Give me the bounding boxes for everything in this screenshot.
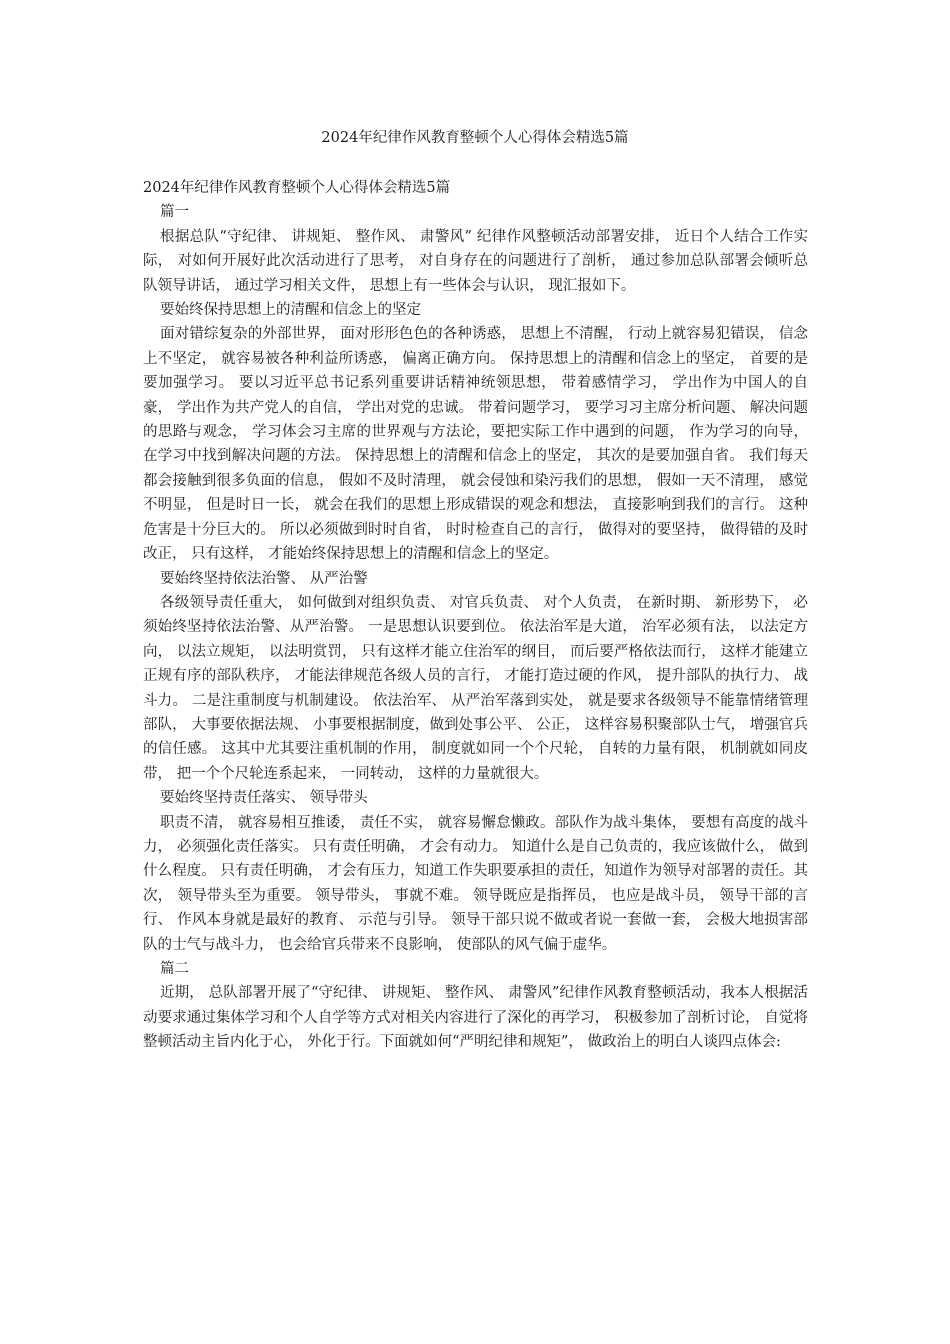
paragraph: 近期， 总队部署开展了“守纪律、 讲规矩、 整作风、 肃警风”纪律作风教育整顿活动，我本人根据活动要求通过集体学习和个人自学等方式对相关内容进行了深化的再学习， 积极参加了剖析讨论， 自觉将整顿活动主旨内化于心， 外化于行。下面就如何“严明纪律和规矩”， 做政治上的明白人谈四点体会: [143,985,808,1051]
paragraph: 各级领导责任重大， 如何做到对组织负责、 对官兵负责、 对个人负责， 在新时期、 新形势下， 必须始终坚持依法治警、从严治警。 一是思想认识要到位。 依法治军是大道， 治军必须有法， 以法定方向， 以法立规矩， 以法明赏罚， 只有这样才能立住治军的纲目， 而后要严格依法而行， 这样才能建立正规有序的部队秩序， 才能法律规范各级人员的言行， 才能打造过硬的作风， 提升部队的执行力、 战斗力。 二是注重制度与机制建设。 依法治军、 从严治军落到实处， 就是要求各级领导不能靠情绪管理部队， 大事要依据法规、 小事要根据制度，做到处事公平、 公正， 这样容易积聚部队士气， 增强官兵的信任感。 这其中尤其要注重机制的作用， 制度就如同一个个尺轮， 自转的力量有限， 机制就如同皮带， 把一个个尺轮连系起来， 一同转动， 这样的力量就很大。 [143,594,808,782]
paragraph: 职责不清， 就容易相互推诿， 责任不实， 就容易懈怠懒政。部队作为战斗集体， 要想有高度的战斗力， 必须强化责任落实。 只有责任明确， 才会有动力。 知道什么是自己负责的，我应该做什么， 做到什么程度。 只有责任明确， 才会有压力，知道工作失职要承担的责任，知道作为领导对部署的责任。其次， 领导带头至为重要。 领导带头， 事就不难。 领导既应是指挥员， 也应是战斗员， 领导干部的言行、 作风本身就是最好的教育、 示范与引导。 领导干部只说不做或者说一套做一套， 会极大地损害部队的士气与战斗力， 也会给官兵带来不良影响， 使部队的风气偏于虚华。 [143,814,808,953]
section-heading: 要始终坚持责任落实、 领导带头 [160,790,368,807]
section-heading: 要始终保持思想上的清醒和信念上的坚定 [160,302,421,319]
paragraph: 面对错综复杂的外部世界， 面对形形色色的各种诱惑， 思想上不清醒， 行动上就容易犯错误， 信念上不坚定， 就容易被各种利益所诱惑， 偏离正确方向。 保持思想上的清醒和信念上的坚定， 首要的是要加强学习。 要以习近平总书记系列重要讲话精神统领思想， 带着感情学习， 学出作为中国人的自豪， 学出作为共产党人的自信， 学出对党的忠诚。 带着问题学习， 要学习习主席分析问题、 解决问题的思路与观念， 学习体会习主席的世界观与方法论，要把实际工作中遇到的问题， 作为学习的向导， 在学习中找到解决问题的方法。 保持思想上的清醒和信念上的坚定， 其次的是要加强自省。 我们每天都会接触到很多负面的信息， 假如不及时清理， 就会侵蚀和染污我们的思想， 假如一天不清理， 感觉不明显， 但是时日一长， 就会在我们的思想上形成错误的观念和想法， 直接影响到我们的言行。 这种危害是十分巨大的。 所以必须做到时时自省， 时时检查自己的言行， 做得对的要坚持， 做得错的及时改正， 只有这样， 才能始终保持思想上的清醒和信念上的坚定。 [143,326,808,563]
document-title: 2024年纪律作风教育整顿个人心得体会精选5篇 [321,130,629,146]
document-body [143,176,808,1055]
document-subtitle: 2024年纪律作风教育整顿个人心得体会精选5篇 [143,180,451,196]
section-label: 篇一 [160,204,189,221]
section-label: 篇二 [160,961,189,977]
section-heading: 要始终坚持依法治警、 从严治警 [160,570,368,587]
paragraph: 根据总队“守纪律、 讲规矩、 整作风、 肃警风” 纪律作风整顿活动部署安排， 近日个人结合工作实际， 对如何开展好此次活动进行了思考， 对自身存在的问题进行了剖析， 通过参加总队部署会倾听总队领导讲话， 通过学习相关文件， 思想上有一些体会与认识， 现汇报如下。 [143,228,808,294]
